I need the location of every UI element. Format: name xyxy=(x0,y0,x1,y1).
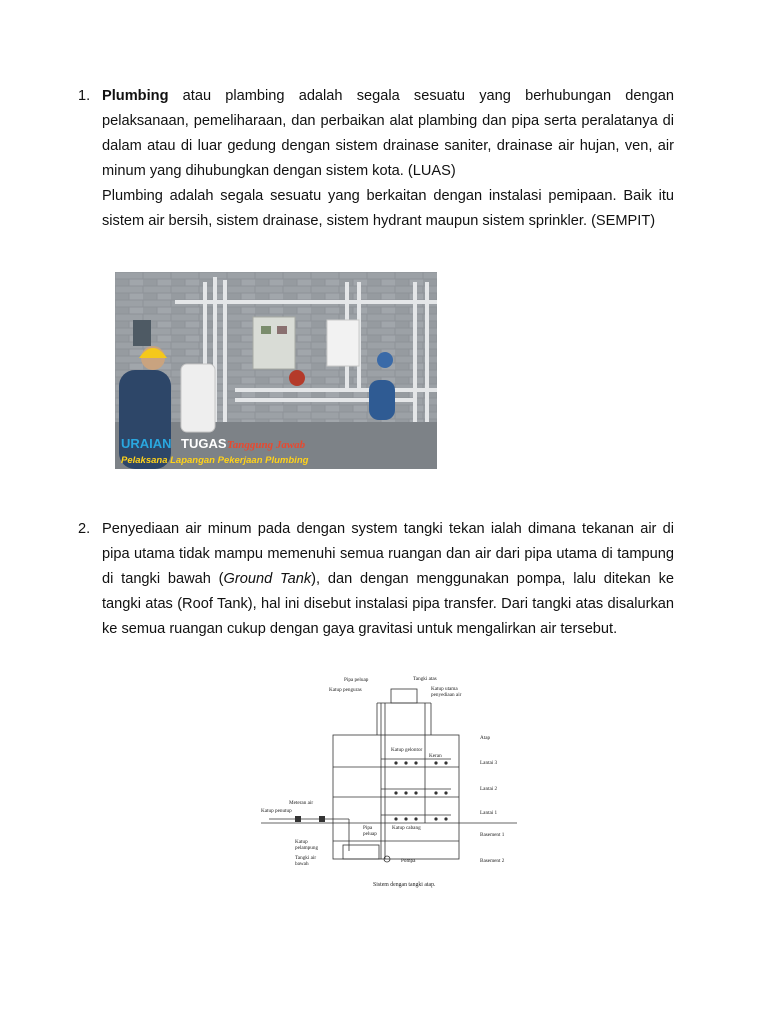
paragraph-definition-broad: Plumbing atau plambing adalah segala sesuatu yang berhubungan dengan pelaksanaan, pemeliharaan, dan perbaikan alat plambing dan pipa serta peralatanya di dalam atau di luar gedung dengan sistem drainase saniter, drainase air hujan, ven, air minum yang dihubungkan dengan sistem kota. (LUAS) xyxy=(102,88,674,179)
photo-overlay-subtitle: Pelaksana Lapangan Pekerjaan Plumbing xyxy=(121,455,309,466)
label-basement-2: Basement 2 xyxy=(480,858,505,864)
label-katup-penutup: Katup penutup xyxy=(261,808,292,814)
label-katup-pelampung-2: pelampung xyxy=(295,845,319,851)
list-number: 1. xyxy=(78,88,91,104)
label-keran: Keran xyxy=(429,753,442,759)
list-item-2 xyxy=(78,517,674,642)
label-pipa-peluap-top: Pipa peluap xyxy=(344,677,369,683)
label-katup-gelontor: Katup gelontor xyxy=(391,747,423,753)
label-meteran-air: Meteran air xyxy=(289,800,314,806)
label-tangki-atas: Tangki atas xyxy=(413,676,437,682)
plumbing-photo xyxy=(115,272,437,469)
diagram-caption: Sistem dengan tangki atap. xyxy=(373,882,436,888)
label-penyediaan-air: penyediaan air xyxy=(431,692,462,698)
label-katup-penguras: Katup penguras xyxy=(329,687,362,693)
list-item-body xyxy=(102,517,674,642)
list-number: 2. xyxy=(78,521,91,537)
list-item-body xyxy=(102,84,674,234)
term-ground-tank: Ground Tank xyxy=(223,571,312,587)
label-tangki-air-bawah-1: Tangki air xyxy=(295,855,317,861)
label-atap: Atap xyxy=(480,735,491,741)
label-lantai-2: Lantai 2 xyxy=(480,786,498,792)
term-plumbing: Plumbing xyxy=(102,88,169,104)
label-katup-utama: Katup utama xyxy=(431,686,458,692)
label-katup-pelampung-1: Katup xyxy=(295,839,308,845)
photo-overlay-title-2: TUGAS xyxy=(181,436,227,451)
list-item-1 xyxy=(78,84,674,234)
label-basement-1: Basement 1 xyxy=(480,832,505,838)
photo-overlay-script: Tanggung Jawab xyxy=(227,439,306,451)
label-lantai-1: Lantai 1 xyxy=(480,810,498,816)
label-pipa-peluap-bottom-2: peluap xyxy=(363,831,377,837)
label-pipa-peluap-bottom-1: Pipa xyxy=(363,825,373,831)
label-katup-cabang: Katup cabang xyxy=(392,825,421,831)
photo-overlay-title-1: URAIAN xyxy=(121,436,172,451)
label-tangki-air-bawah-2: bawah xyxy=(295,861,309,867)
label-lantai-3: Lantai 3 xyxy=(480,760,498,766)
paragraph-definition-narrow: Plumbing adalah segala sesuatu yang berkaitan dengan instalasi pemipaan. Baik itu sistem air bersih, sistem drainase, sistem hydrant maupun sistem sprinkler. (SEMPIT) xyxy=(102,188,674,229)
roof-tank-system-diagram xyxy=(255,673,523,893)
label-pompa: Pompa xyxy=(401,858,416,864)
paragraph-pressure-tank: Penyediaan air minum pada dengan system tangki tekan ialah dimana tekanan air di pipa utama tidak mampu memenuhi semua ruangan dan air dari pipa utama di tampung di tangki bawah (Ground Tank), dan dengan menggunakan pompa, lalu ditekan ke tangki atas (Roof Tank), hal ini disebut instalasi pipa transfer. Dari tangki atas disalurkan ke semua ruangan cukup dengan gaya gravitasi untuk mengalirkan air tersebut. xyxy=(102,521,674,637)
